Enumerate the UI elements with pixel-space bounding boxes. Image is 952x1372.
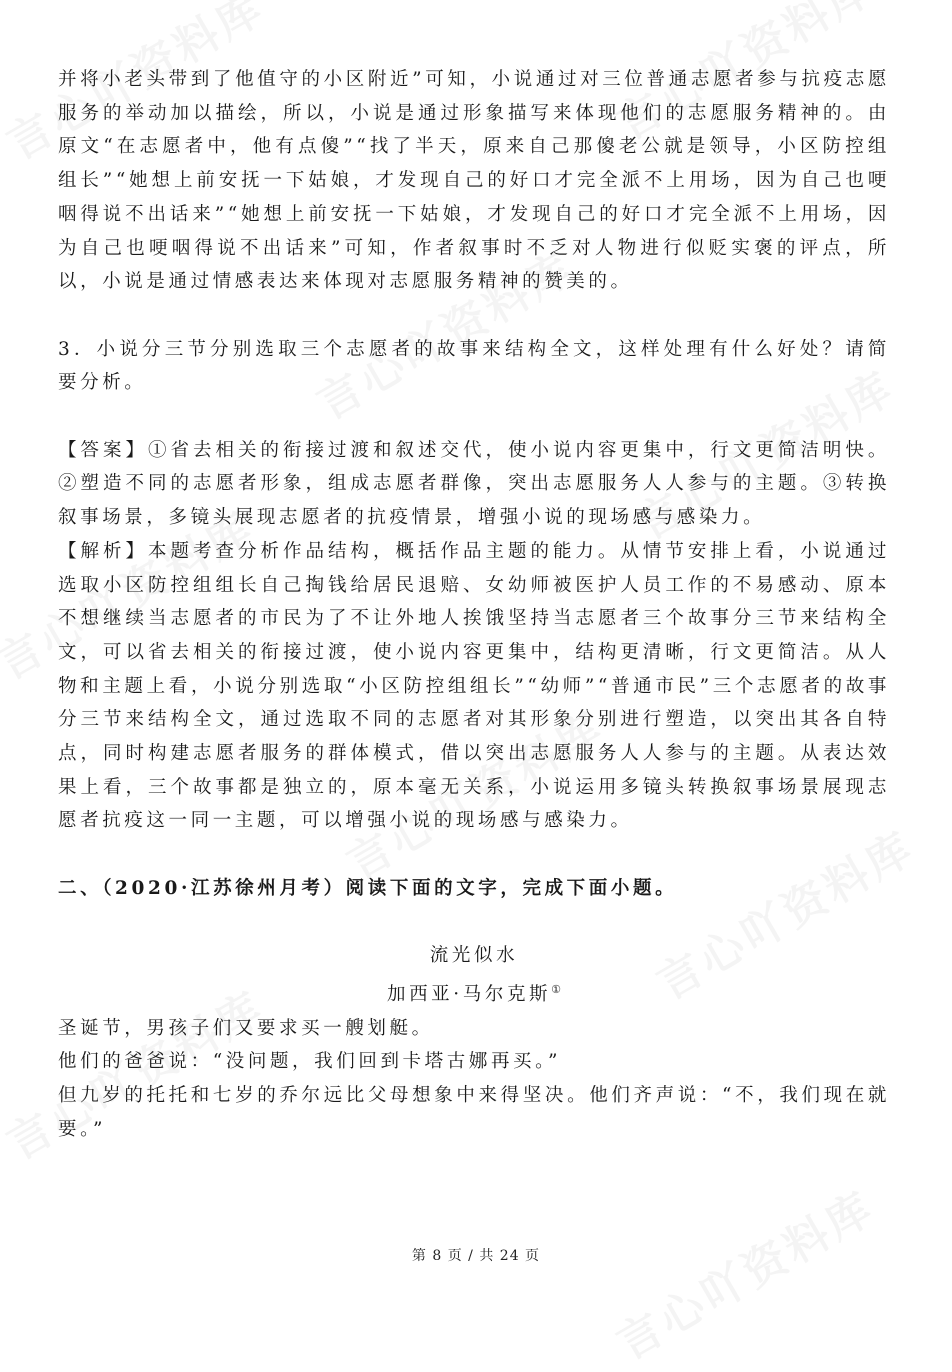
watermark — [603, 1172, 884, 1371]
author-footnote-mark: ① — [551, 982, 562, 996]
section-2-heading: 二、（2020·江苏徐州月考）阅读下面的文字，完成下面小题。 — [58, 877, 678, 899]
analysis-block: 【解析】本题考查分析作品结构，概括作品主题的能力。从情节安排上看，小说通过选取小区防控组组长自己掏钱给居民退赔、女幼师被医护人员工作的不易感动、原本不想继续当志愿者的市民为了不让外地人挨饿坚持当志愿者三个故事分三节来结构全文，可以省去相关的衔接过渡，使小说内容更集中，结构更清晰，行文更简洁。从人物和主题上看，小说分别选取“小区防控组组长”“幼师”“普通市民”三个志愿者的故事分三节来结构全文，通过选取不同的志愿者对其形象分别进行塑造，以突出其各自特点，同时构建志愿者服务的群体模式，借以突出志愿服务人人参与的主题。从表达效果上看，三个故事都是独立的，原本毫无关系，小说运用多镜头转换叙事场景展现志愿者抗疫这一同一主题，可以增强小说的现场感与感染力。 — [58, 540, 890, 832]
spacer — [58, 299, 890, 333]
question-3: 3．小说分三节分别选取三个志愿者的故事来结构全文，这样处理有什么好处？请简要分析。 — [58, 338, 890, 394]
spacer — [58, 838, 890, 872]
page-content — [58, 63, 890, 1147]
answer-block: 【答案】①省去相关的衔接过渡和叙述交代，使小说内容更集中，行文更简洁明快。②塑造不同的志愿者形象，组成志愿者群像，突出志愿服务人人参与的主题。③转换叙事场景，多镜头展现志愿者的抗疫情景，增强小说的现场感与感染力。 — [58, 439, 890, 529]
story-paragraph: 他们的爸爸说：“没问题，我们回到卡塔古娜再买。” — [58, 1051, 562, 1073]
story-paragraph: 但九岁的托托和七岁的乔尔远比父母想象中来得坚决。他们齐声说：“不，我们现在就要。” — [58, 1085, 890, 1140]
story-author: 加西亚·马尔克斯 — [386, 984, 552, 1006]
page-number-footer: 第 8 页 / 共 24 页 — [411, 1248, 541, 1264]
spacer — [58, 400, 890, 434]
story-paragraph: 圣诞节，男孩子们又要求买一艘划艇。 — [58, 1017, 434, 1039]
spacer — [58, 906, 890, 940]
story-title: 流光似水 — [429, 945, 519, 967]
paragraph-analysis-continued: 并将小老头带到了他值守的小区附近”可知，小说通过对三位普通志愿者参与抗疫志愿服务的举动加以描绘，所以，小说是通过形象描写来体现他们的志愿服务精神的。由原文“在志愿者中，他有点傻”“找了半天，原来自己那傻老公就是领导，小区防控组组长”“她想上前安抚一下姑娘，才发现自己的好口才完全派不上用场，因为自己也哽咽得说不出话来”“她想上前安抚一下姑娘，才发现自己的好口才完全派不上用场，因为自己也哽咽得说不出话来”可知，作者叙事时不乏对人物进行似贬实褒的评点，所以，小说是通过情感表达来体现对志愿服务精神的赞美的。 — [58, 69, 890, 293]
story-author-line — [58, 973, 890, 1012]
